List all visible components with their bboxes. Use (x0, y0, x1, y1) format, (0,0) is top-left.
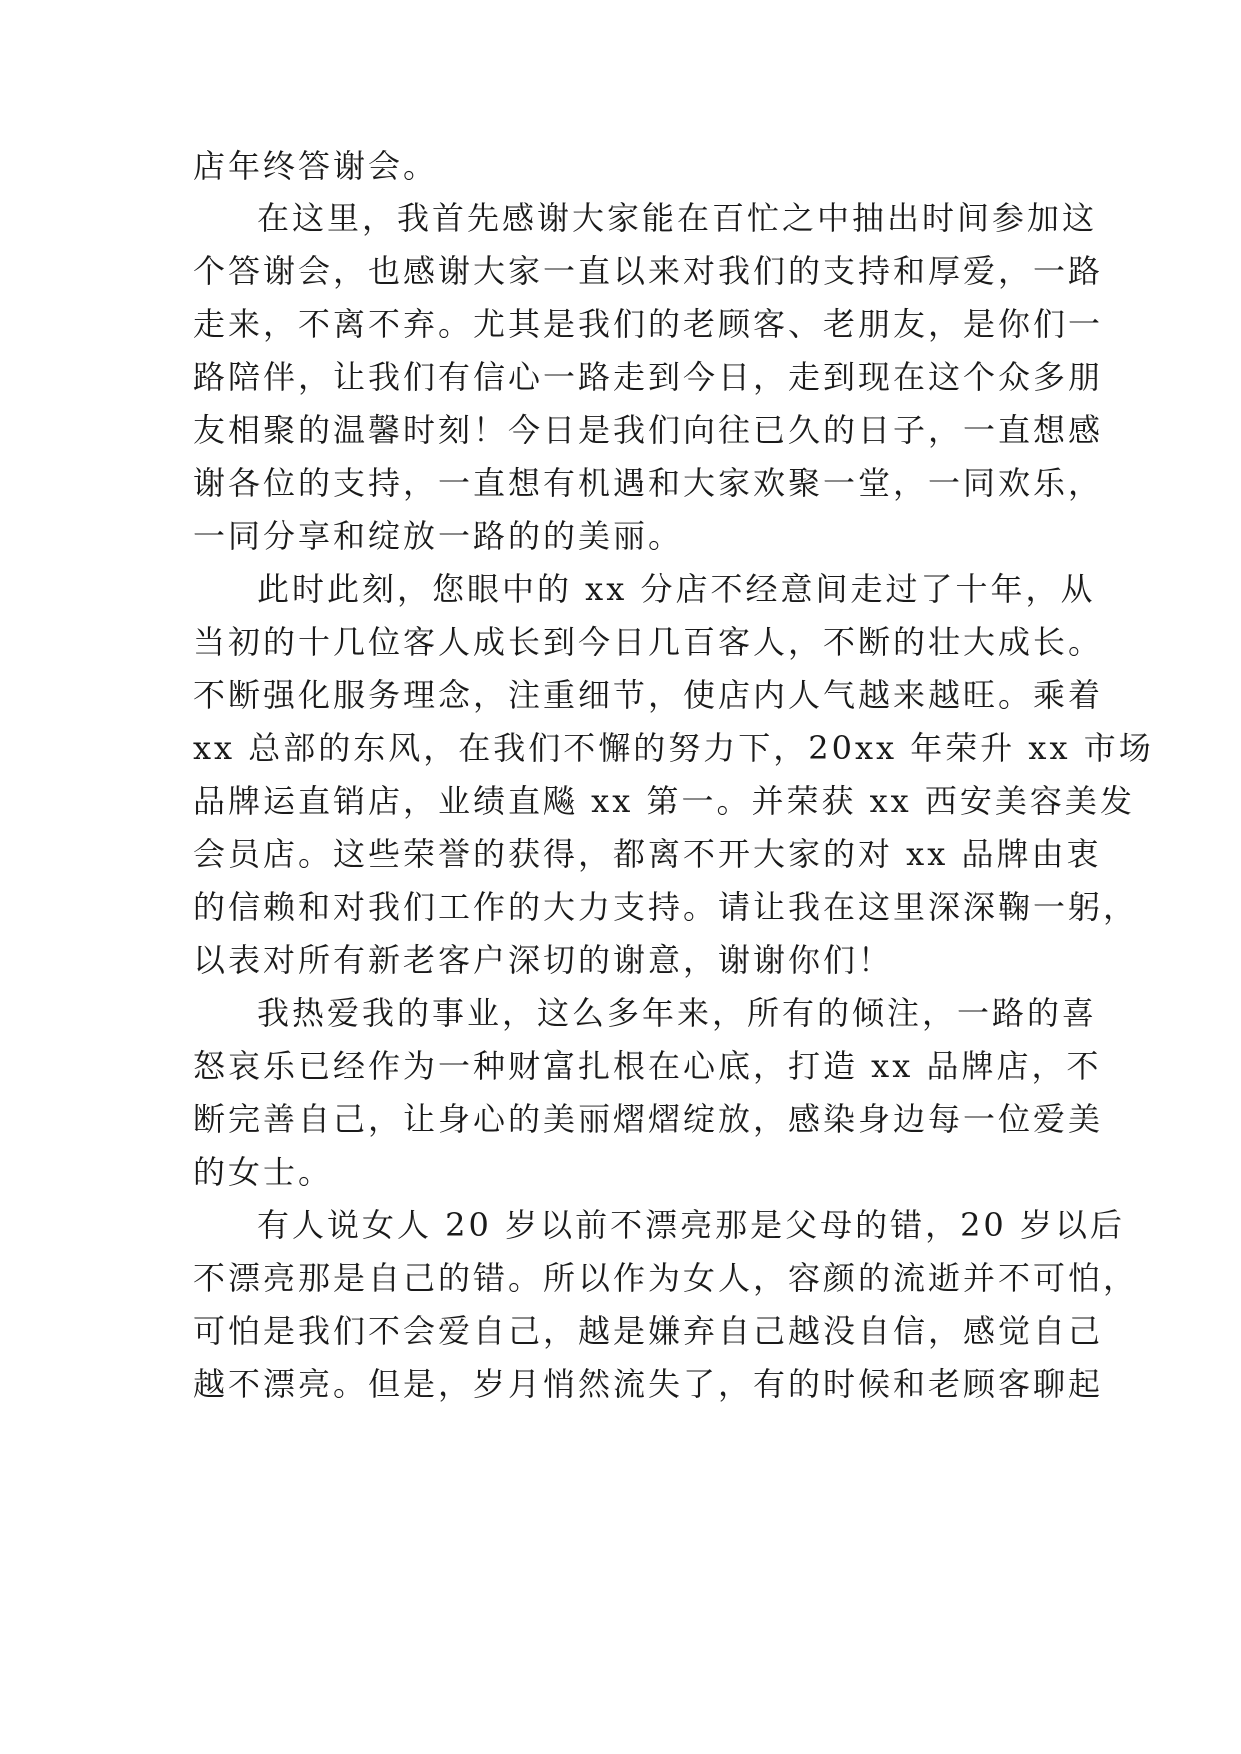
text-line: 可怕是我们不会爱自己，越是嫌弃自己越没自信，感觉自己 (193, 1312, 1104, 1350)
text-line: 个答谢会，也感谢大家一直以来对我们的支持和厚爱，一路 (193, 252, 1104, 290)
text-line: 会员店。这些荣誉的获得，都离不开大家的对 xx 品牌由衷 (193, 835, 1102, 873)
text-line: 走来，不离不弃。尤其是我们的老顾客、老朋友，是你们一 (193, 305, 1104, 343)
text-line: 不漂亮那是自己的错。所以作为女人，容颜的流逝并不可怕， (193, 1259, 1139, 1297)
text-line: xx 总部的东风，在我们不懈的努力下，20xx 年荣升 xx 市场 (193, 729, 1154, 767)
text-line: 越不漂亮。但是，岁月悄然流失了，有的时候和老顾客聊起 (193, 1365, 1104, 1403)
text-line: 此时此刻，您眼中的 xx 分店不经意间走过了十年，从 (257, 570, 1096, 608)
text-line: 的信赖和对我们工作的大力支持。请让我在这里深深鞠一躬， (193, 888, 1139, 926)
text-line: 的女士。 (193, 1153, 334, 1191)
text-line: 一同分享和绽放一路的的美丽。 (193, 517, 684, 555)
text-line: 我热爱我的事业，这么多年来，所有的倾注，一路的喜 (257, 994, 1098, 1032)
text-line: 当初的十几位客人成长到今日几百客人，不断的壮大成长。 (193, 623, 1104, 661)
text-line: 友相聚的温馨时刻！今日是我们向往已久的日子，一直想感 (193, 411, 1104, 449)
text-line: 断完善自己，让身心的美丽熠熠绽放，感染身边每一位爱美 (193, 1100, 1104, 1138)
text-line: 怒哀乐已经作为一种财富扎根在心底，打造 xx 品牌店，不 (193, 1047, 1102, 1085)
text-line: 店年终答谢会。 (193, 147, 439, 185)
text-line: 有人说女人 20 岁以前不漂亮那是父母的错，20 岁以后 (257, 1206, 1125, 1244)
text-line: 谢各位的支持，一直想有机遇和大家欢聚一堂，一同欢乐， (193, 464, 1104, 502)
text-line: 品牌运直销店，业绩直飚 xx 第一。并荣获 xx 西安美容美发 (193, 782, 1135, 820)
text-line: 在这里，我首先感谢大家能在百忙之中抽出时间参加这 (257, 199, 1098, 237)
text-line: 路陪伴，让我们有信心一路走到今日，走到现在这个众多朋 (193, 358, 1104, 396)
text-line: 以表对所有新老客户深切的谢意，谢谢你们！ (193, 941, 894, 979)
text-line: 不断强化服务理念，注重细节，使店内人气越来越旺。乘着 (193, 676, 1104, 714)
